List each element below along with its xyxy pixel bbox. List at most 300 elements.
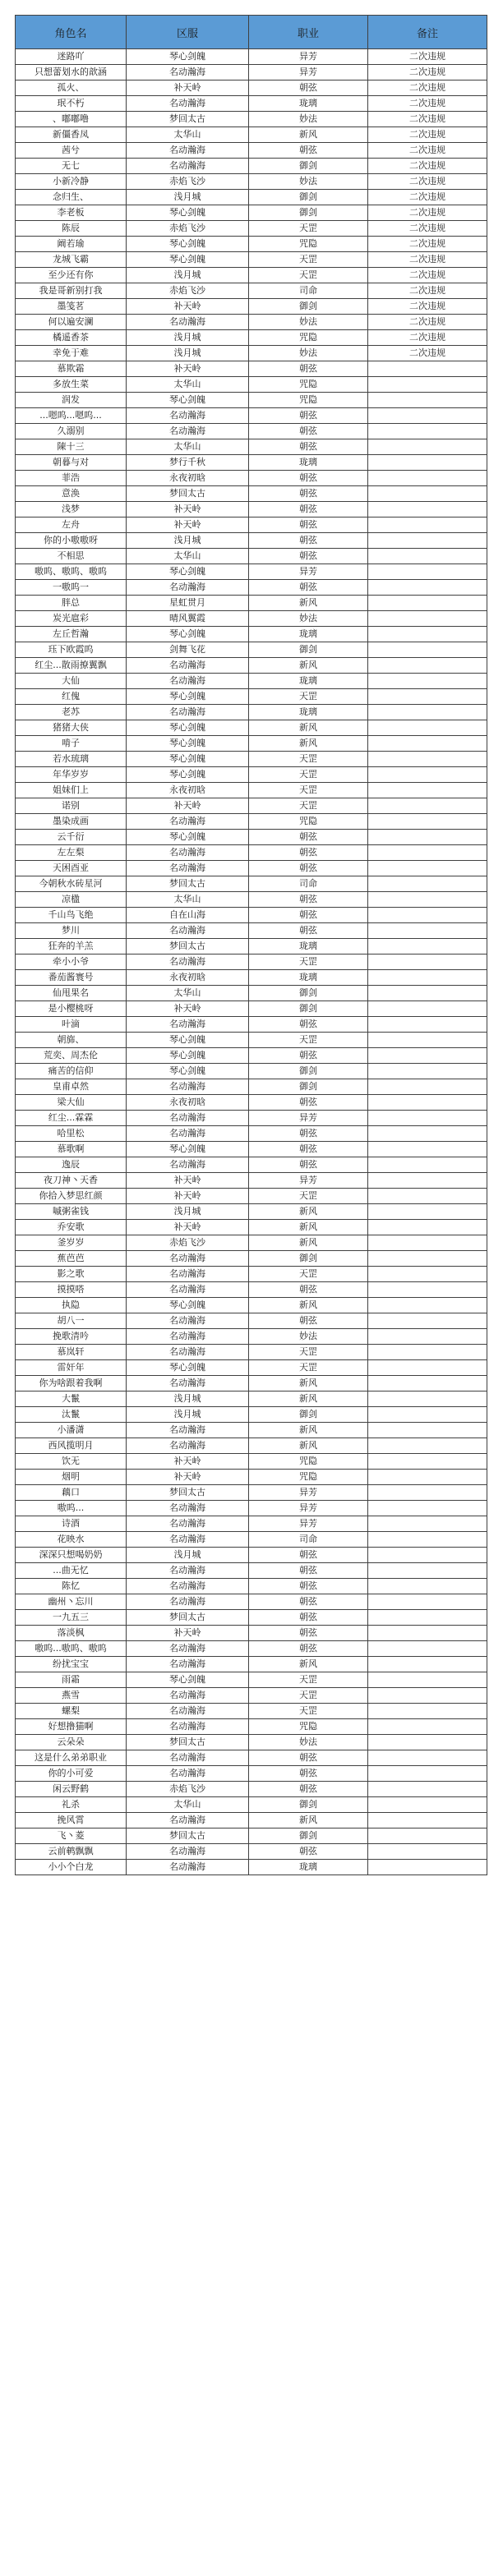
cell-note xyxy=(368,518,487,533)
cell-class: 天罡 xyxy=(249,954,368,970)
cell-note xyxy=(368,1048,487,1064)
cell-server: 名动瀚海 xyxy=(127,674,249,689)
cell-note xyxy=(368,1173,487,1189)
cell-server: 赤焰飞沙 xyxy=(127,1782,249,1797)
cell-class: 朝弦 xyxy=(249,1641,368,1657)
cell-class: 御剑 xyxy=(249,1407,368,1423)
cell-role-name: ...嗯呜...嗯呜... xyxy=(16,408,127,424)
cell-note: 二次违规 xyxy=(368,252,487,268)
table-row xyxy=(16,705,487,720)
cell-note xyxy=(368,1079,487,1095)
violation-table xyxy=(15,15,487,1875)
table-row xyxy=(16,642,487,658)
cell-class: 天罡 xyxy=(249,1704,368,1719)
table-row xyxy=(16,1157,487,1173)
cell-role-name: 陈忆 xyxy=(16,1579,127,1594)
cell-server: 补天岭 xyxy=(127,798,249,814)
cell-note xyxy=(368,1485,487,1501)
cell-note: 二次违规 xyxy=(368,49,487,65)
cell-server: 永夜初晗 xyxy=(127,471,249,486)
table-row xyxy=(16,346,487,361)
cell-server: 琴心剑魄 xyxy=(127,1142,249,1157)
cell-class: 天罡 xyxy=(249,1267,368,1282)
cell-class: 天罡 xyxy=(249,221,368,237)
cell-class: 天罡 xyxy=(249,798,368,814)
cell-note: 二次违规 xyxy=(368,143,487,159)
cell-role-name: 橘遥香茶 xyxy=(16,330,127,346)
table-row xyxy=(16,674,487,689)
cell-note: 二次违规 xyxy=(368,205,487,221)
cell-server: 琴心剑魄 xyxy=(127,1048,249,1064)
cell-note xyxy=(368,1376,487,1392)
cell-class: 朝弦 xyxy=(249,1157,368,1173)
cell-role-name: 闲云野鹤 xyxy=(16,1782,127,1797)
table-row xyxy=(16,830,487,845)
table-row xyxy=(16,1532,487,1548)
cell-role-name: 至少还有你 xyxy=(16,268,127,283)
cell-role-name: 意涣 xyxy=(16,486,127,502)
cell-server: 琴心剑魄 xyxy=(127,830,249,845)
cell-server: 梦回太古 xyxy=(127,112,249,127)
cell-class: 朝弦 xyxy=(249,143,368,159)
table-row xyxy=(16,1313,487,1329)
cell-class: 珑璃 xyxy=(249,674,368,689)
cell-class: 司命 xyxy=(249,876,368,892)
cell-class: 新风 xyxy=(249,1220,368,1235)
cell-server: 琴心剑魄 xyxy=(127,752,249,767)
cell-role-name: 乔安歌 xyxy=(16,1220,127,1235)
cell-server: 补天岭 xyxy=(127,502,249,518)
cell-role-name: 饮无 xyxy=(16,1454,127,1470)
cell-class: 朝弦 xyxy=(249,1766,368,1782)
cell-role-name: 藕口 xyxy=(16,1485,127,1501)
cell-server: 名动瀚海 xyxy=(127,1251,249,1267)
cell-class: 天罡 xyxy=(249,752,368,767)
cell-role-name: 烟明 xyxy=(16,1470,127,1485)
cell-class: 咒隐 xyxy=(249,393,368,408)
cell-server: 浅月城 xyxy=(127,1548,249,1563)
cell-role-name: 幸免于难 xyxy=(16,346,127,361)
cell-note xyxy=(368,486,487,502)
cell-note xyxy=(368,861,487,876)
table-row xyxy=(16,1079,487,1095)
cell-role-name: 左丘哲瀚 xyxy=(16,627,127,642)
cell-class: 妙法 xyxy=(249,1329,368,1345)
cell-server: 太华山 xyxy=(127,549,249,564)
cell-note xyxy=(368,1626,487,1641)
cell-server: 梦行千秋 xyxy=(127,455,249,471)
cell-role-name: 梦川 xyxy=(16,923,127,939)
cell-server: 琴心剑魄 xyxy=(127,1298,249,1313)
cell-class: 异芳 xyxy=(249,564,368,580)
cell-note xyxy=(368,845,487,861)
cell-role-name: 阚若瑜 xyxy=(16,237,127,252)
cell-note xyxy=(368,1470,487,1485)
cell-server: 补天岭 xyxy=(127,1001,249,1017)
cell-role-name: 云前鹌飘飘 xyxy=(16,1844,127,1860)
table-row xyxy=(16,1095,487,1111)
table-row xyxy=(16,1828,487,1844)
cell-role-name: 龙城飞霸 xyxy=(16,252,127,268)
cell-role-name: 深深只想喝奶奶 xyxy=(16,1548,127,1563)
cell-server: 名动瀚海 xyxy=(127,1563,249,1579)
cell-server: 梦回太古 xyxy=(127,1610,249,1626)
cell-server: 琴心剑魄 xyxy=(127,205,249,221)
cell-server: 补天岭 xyxy=(127,361,249,377)
table-row xyxy=(16,1626,487,1641)
cell-note: 二次违规 xyxy=(368,80,487,96)
cell-role-name: 迷路吖 xyxy=(16,49,127,65)
cell-note xyxy=(368,1064,487,1079)
cell-note xyxy=(368,408,487,424)
cell-role-name: 胖总 xyxy=(16,596,127,611)
cell-class: 御剑 xyxy=(249,159,368,174)
cell-role-name: 梁大仙 xyxy=(16,1095,127,1111)
cell-server: 梦回太古 xyxy=(127,1735,249,1750)
cell-role-name: 珏下欧霞呜 xyxy=(16,642,127,658)
cell-note xyxy=(368,1516,487,1532)
cell-note xyxy=(368,705,487,720)
cell-class: 新风 xyxy=(249,127,368,143)
cell-class: 天罡 xyxy=(249,1345,368,1360)
table-row xyxy=(16,471,487,486)
header-note: 备注 xyxy=(368,16,487,49)
cell-class: 朝弦 xyxy=(249,549,368,564)
cell-note xyxy=(368,1704,487,1719)
cell-class: 朝弦 xyxy=(249,1126,368,1142)
cell-note xyxy=(368,923,487,939)
cell-server: 名动瀚海 xyxy=(127,424,249,439)
cell-class: 新风 xyxy=(249,596,368,611)
cell-role-name: 你的小嗷嗷呀 xyxy=(16,533,127,549)
cell-server: 名动瀚海 xyxy=(127,1126,249,1142)
cell-note: 二次违规 xyxy=(368,237,487,252)
cell-server: 补天岭 xyxy=(127,1173,249,1189)
cell-note xyxy=(368,783,487,798)
table-row xyxy=(16,1782,487,1797)
cell-note xyxy=(368,830,487,845)
cell-role-name: 菲浩 xyxy=(16,471,127,486)
cell-server: 琴心剑魄 xyxy=(127,252,249,268)
cell-server: 名动瀚海 xyxy=(127,1719,249,1735)
cell-server: 永夜初晗 xyxy=(127,783,249,798)
cell-note xyxy=(368,986,487,1001)
cell-role-name: 哈里松 xyxy=(16,1126,127,1142)
cell-server: 浅月城 xyxy=(127,1407,249,1423)
cell-class: 朝弦 xyxy=(249,408,368,424)
cell-class: 朝弦 xyxy=(249,533,368,549)
cell-note xyxy=(368,502,487,518)
cell-role-name: 李老板 xyxy=(16,205,127,221)
cell-note xyxy=(368,1563,487,1579)
cell-server: 名动瀚海 xyxy=(127,1704,249,1719)
cell-role-name: 墨染成画 xyxy=(16,814,127,830)
cell-note xyxy=(368,954,487,970)
cell-role-name: 墨笺茗 xyxy=(16,299,127,315)
cell-server: 梦回太古 xyxy=(127,1485,249,1501)
cell-note xyxy=(368,1438,487,1454)
cell-server: 名动瀚海 xyxy=(127,1017,249,1033)
table-row xyxy=(16,1220,487,1235)
cell-class: 异芳 xyxy=(249,1485,368,1501)
cell-role-name: 礼杀 xyxy=(16,1797,127,1813)
cell-server: 浅月城 xyxy=(127,330,249,346)
table-row xyxy=(16,1423,487,1438)
cell-role-name: 小新冷静 xyxy=(16,174,127,190)
cell-role-name: 姐妹们上 xyxy=(16,783,127,798)
cell-role-name: 不相思 xyxy=(16,549,127,564)
cell-server: 名动瀚海 xyxy=(127,1594,249,1610)
cell-role-name: 仙甩果名 xyxy=(16,986,127,1001)
cell-role-name: 啃子 xyxy=(16,736,127,752)
cell-note xyxy=(368,1298,487,1313)
cell-role-name: 荒奕、周杰伦 xyxy=(16,1048,127,1064)
cell-class: 珑璃 xyxy=(249,455,368,471)
cell-class: 朝弦 xyxy=(249,1095,368,1111)
cell-role-name: 釜岁岁 xyxy=(16,1235,127,1251)
cell-class: 朝弦 xyxy=(249,1313,368,1329)
cell-note xyxy=(368,720,487,736)
cell-server: 晴风翼霞 xyxy=(127,611,249,627)
cell-note xyxy=(368,1251,487,1267)
cell-class: 天罡 xyxy=(249,268,368,283)
table-row xyxy=(16,1407,487,1423)
table-row xyxy=(16,1189,487,1204)
cell-note xyxy=(368,1672,487,1688)
cell-role-name: 飞丶菱 xyxy=(16,1828,127,1844)
cell-note xyxy=(368,752,487,767)
table-row xyxy=(16,1173,487,1189)
table-row xyxy=(16,970,487,986)
table-row xyxy=(16,1329,487,1345)
cell-class: 朝弦 xyxy=(249,439,368,455)
cell-role-name: 茜兮 xyxy=(16,143,127,159)
cell-note xyxy=(368,1844,487,1860)
cell-server: 名动瀚海 xyxy=(127,845,249,861)
cell-class: 新风 xyxy=(249,1204,368,1220)
cell-class: 咒隐 xyxy=(249,237,368,252)
cell-class: 珑璃 xyxy=(249,970,368,986)
cell-server: 浅月城 xyxy=(127,1392,249,1407)
cell-class: 咒隐 xyxy=(249,1470,368,1485)
cell-server: 名动瀚海 xyxy=(127,1641,249,1657)
table-row xyxy=(16,393,487,408)
cell-server: 名动瀚海 xyxy=(127,954,249,970)
cell-note xyxy=(368,892,487,908)
cell-class: 御剑 xyxy=(249,1828,368,1844)
cell-server: 琴心剑魄 xyxy=(127,1360,249,1376)
cell-role-name: 你为啥跟着我啊 xyxy=(16,1376,127,1392)
cell-server: 太华山 xyxy=(127,892,249,908)
table-row xyxy=(16,596,487,611)
table-row xyxy=(16,315,487,330)
table-row xyxy=(16,1797,487,1813)
cell-role-name: 云朵朵 xyxy=(16,1735,127,1750)
table-row xyxy=(16,1516,487,1532)
table-row xyxy=(16,908,487,923)
cell-note xyxy=(368,596,487,611)
cell-note xyxy=(368,1828,487,1844)
cell-server: 琴心剑魄 xyxy=(127,393,249,408)
cell-class: 异芳 xyxy=(249,1501,368,1516)
cell-class: 珑璃 xyxy=(249,96,368,112)
cell-server: 琴心剑魄 xyxy=(127,627,249,642)
cell-role-name: 多放生菜 xyxy=(16,377,127,393)
cell-note: 二次违规 xyxy=(368,112,487,127)
cell-role-name: 夜刀神丶天香 xyxy=(16,1173,127,1189)
cell-server: 自在山海 xyxy=(127,908,249,923)
cell-note xyxy=(368,1719,487,1735)
table-row xyxy=(16,1142,487,1157)
cell-note xyxy=(368,377,487,393)
cell-note xyxy=(368,1142,487,1157)
cell-note xyxy=(368,798,487,814)
cell-class: 咒隐 xyxy=(249,1454,368,1470)
cell-note xyxy=(368,736,487,752)
cell-note xyxy=(368,1095,487,1111)
table-row xyxy=(16,1641,487,1657)
cell-role-name: 润发 xyxy=(16,393,127,408)
table-row xyxy=(16,1688,487,1704)
cell-note: 二次违规 xyxy=(368,346,487,361)
table-row xyxy=(16,752,487,767)
table-row xyxy=(16,783,487,798)
cell-note xyxy=(368,627,487,642)
cell-note xyxy=(368,1813,487,1828)
cell-server: 琴心剑魄 xyxy=(127,1672,249,1688)
cell-class: 天罡 xyxy=(249,1033,368,1048)
cell-note xyxy=(368,1111,487,1126)
table-row xyxy=(16,174,487,190)
cell-class: 天罡 xyxy=(249,1360,368,1376)
cell-note: 二次违规 xyxy=(368,283,487,299)
cell-note xyxy=(368,689,487,705)
header-row xyxy=(16,16,487,49)
cell-note xyxy=(368,1423,487,1438)
cell-role-name: 何以遍安澜 xyxy=(16,315,127,330)
cell-role-name: 红尘...散雨撩翼飘 xyxy=(16,658,127,674)
cell-role-name: 一九五三 xyxy=(16,1610,127,1626)
cell-note xyxy=(368,1454,487,1470)
cell-role-name: 左舟 xyxy=(16,518,127,533)
table-row xyxy=(16,252,487,268)
cell-role-name: 云千衍 xyxy=(16,830,127,845)
table-row xyxy=(16,939,487,954)
table-row xyxy=(16,1470,487,1485)
cell-class: 异芳 xyxy=(249,1173,368,1189)
cell-server: 名动瀚海 xyxy=(127,1345,249,1360)
cell-class: 朝弦 xyxy=(249,892,368,908)
cell-server: 名动瀚海 xyxy=(127,1766,249,1782)
header-role-name: 角色名 xyxy=(16,16,127,49)
table-row xyxy=(16,1298,487,1313)
cell-role-name: 浅梦 xyxy=(16,502,127,518)
cell-role-name: 小小个白龙 xyxy=(16,1860,127,1875)
cell-note xyxy=(368,424,487,439)
cell-server: 琴心剑魄 xyxy=(127,736,249,752)
cell-server: 梦回太古 xyxy=(127,876,249,892)
table-row xyxy=(16,1064,487,1079)
table-row xyxy=(16,237,487,252)
table-row xyxy=(16,658,487,674)
cell-server: 琴心剑魄 xyxy=(127,237,249,252)
cell-class: 咒隐 xyxy=(249,1719,368,1735)
cell-note xyxy=(368,908,487,923)
cell-class: 天罡 xyxy=(249,783,368,798)
table-row xyxy=(16,1454,487,1470)
cell-class: 咒隐 xyxy=(249,330,368,346)
cell-server: 赤焰飞沙 xyxy=(127,283,249,299)
cell-class: 新风 xyxy=(249,1813,368,1828)
cell-role-name: 嗷呜... xyxy=(16,1501,127,1516)
cell-role-name: 朝暮与对 xyxy=(16,455,127,471)
cell-note xyxy=(368,1017,487,1033)
cell-note xyxy=(368,1641,487,1657)
cell-note xyxy=(368,1579,487,1594)
cell-note xyxy=(368,1189,487,1204)
cell-note xyxy=(368,1235,487,1251)
cell-role-name: 念归生、 xyxy=(16,190,127,205)
cell-note xyxy=(368,1220,487,1235)
cell-class: 朝弦 xyxy=(249,518,368,533)
table-row xyxy=(16,1501,487,1516)
cell-role-name: 一嗷呜一 xyxy=(16,580,127,596)
cell-note xyxy=(368,1329,487,1345)
cell-server: 浅月城 xyxy=(127,268,249,283)
cell-server: 补天岭 xyxy=(127,1626,249,1641)
cell-server: 永夜初晗 xyxy=(127,970,249,986)
cell-server: 名动瀚海 xyxy=(127,1532,249,1548)
cell-server: 琴心剑魄 xyxy=(127,49,249,65)
cell-role-name: 老苏 xyxy=(16,705,127,720)
cell-server: 名动瀚海 xyxy=(127,1423,249,1438)
cell-class: 新风 xyxy=(249,1438,368,1454)
cell-class: 朝弦 xyxy=(249,80,368,96)
cell-class: 朝弦 xyxy=(249,1594,368,1610)
table-row xyxy=(16,1719,487,1735)
cell-role-name: 痛苦的信仰 xyxy=(16,1064,127,1079)
cell-note xyxy=(368,1782,487,1797)
cell-server: 补天岭 xyxy=(127,1470,249,1485)
cell-server: 浅月城 xyxy=(127,1204,249,1220)
cell-class: 异芳 xyxy=(249,49,368,65)
cell-role-name: 朝旆、 xyxy=(16,1033,127,1048)
table-row xyxy=(16,876,487,892)
cell-server: 太华山 xyxy=(127,377,249,393)
cell-note xyxy=(368,674,487,689)
cell-note xyxy=(368,1392,487,1407)
cell-server: 名动瀚海 xyxy=(127,1657,249,1672)
cell-server: 补天岭 xyxy=(127,80,249,96)
table-row xyxy=(16,627,487,642)
cell-note xyxy=(368,564,487,580)
table-row xyxy=(16,986,487,1001)
cell-role-name: 汰鬣 xyxy=(16,1407,127,1423)
cell-class: 朝弦 xyxy=(249,830,368,845)
cell-role-name: 牵小小爷 xyxy=(16,954,127,970)
cell-class: 异芳 xyxy=(249,1516,368,1532)
cell-note xyxy=(368,580,487,596)
table-row xyxy=(16,486,487,502)
cell-role-name: 叶滴 xyxy=(16,1017,127,1033)
cell-role-name: 胡八一 xyxy=(16,1313,127,1329)
cell-role-name: 凉楹 xyxy=(16,892,127,908)
cell-server: 名动瀚海 xyxy=(127,814,249,830)
cell-server: 名动瀚海 xyxy=(127,580,249,596)
cell-server: 琴心剑魄 xyxy=(127,1033,249,1048)
cell-note xyxy=(368,767,487,783)
cell-server: 太华山 xyxy=(127,439,249,455)
